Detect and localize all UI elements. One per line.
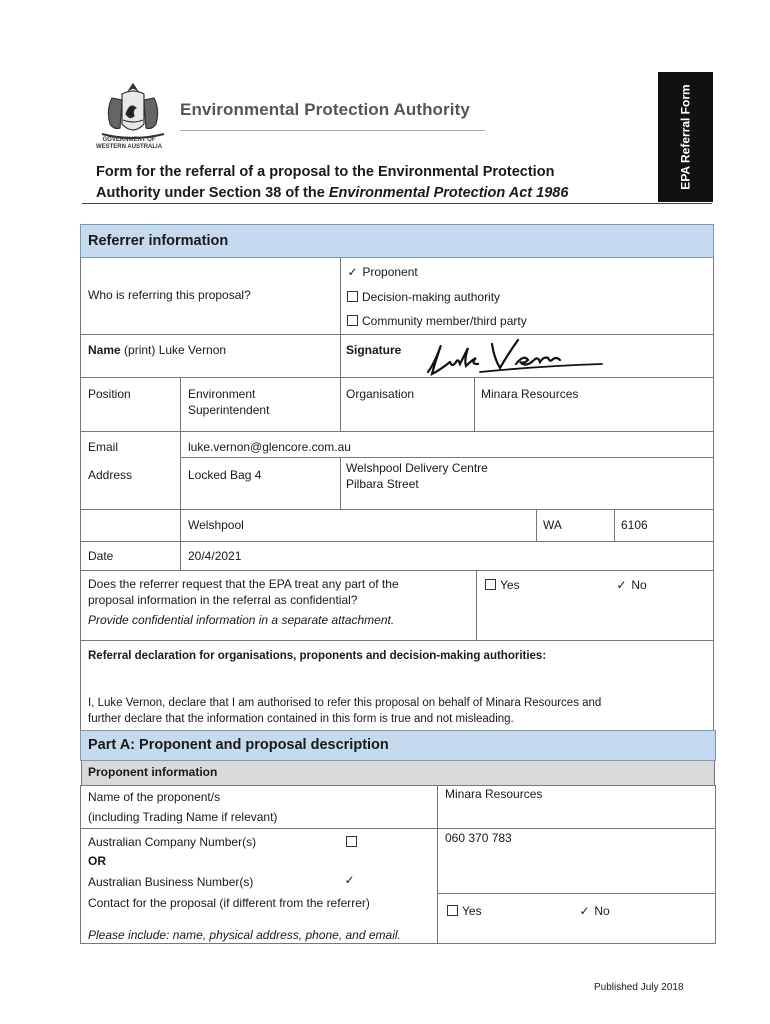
col-divider — [476, 570, 477, 640]
sidebar-label-text: EPA Referral Form — [678, 84, 693, 190]
checkmark-icon: ✓ — [579, 904, 590, 918]
option-decision-making-authority[interactable] — [347, 289, 500, 306]
checkbox-empty-icon — [347, 315, 358, 326]
confidential-question-line1: Does the referrer request that the EPA treat any part of the — [88, 577, 399, 591]
col-divider — [536, 509, 537, 541]
col-divider — [340, 258, 341, 378]
table-border-bottom — [80, 943, 716, 944]
row-divider — [80, 334, 714, 335]
table-border-left — [80, 258, 81, 730]
referrer-section-title: Referrer information — [88, 233, 229, 249]
position-value-line1: Environment — [188, 387, 256, 401]
row-divider — [80, 640, 714, 641]
form-title-line1: Form for the referral of a proposal to the Environmental Protection — [96, 164, 555, 180]
agency-divider — [180, 130, 485, 131]
state-value: WA — [543, 518, 562, 532]
abn-checkbox[interactable] — [343, 872, 356, 889]
row-divider — [437, 893, 716, 894]
agency-name: Environmental Protection Authority — [180, 100, 470, 119]
title-divider — [82, 203, 712, 204]
row-divider — [80, 570, 714, 571]
position-value-line2: Superintendent — [188, 403, 270, 417]
table-border-right — [713, 258, 714, 730]
checkbox-empty-icon — [347, 291, 358, 302]
option-community-member[interactable] — [347, 313, 527, 330]
checkbox-empty-icon — [346, 836, 357, 847]
option-label: Yes — [462, 904, 482, 918]
acn-label: Australian Company Number(s) — [88, 835, 257, 849]
email-label: Email — [88, 440, 119, 454]
confidential-question-line2: proposal information in the referral as confidential? — [88, 593, 358, 607]
name-value: (print) Luke Vernon — [120, 343, 227, 357]
col-divider — [474, 377, 475, 431]
proponent-subsection-title: Proponent information — [88, 765, 218, 779]
name-field — [88, 342, 226, 359]
contact-yes-option[interactable] — [447, 903, 482, 920]
who-question: Who is referring this proposal? — [88, 288, 251, 302]
declaration-heading: Referral declaration for organisations, proponents and decision-making authorities: — [88, 650, 547, 662]
date-value: 20/4/2021 — [188, 549, 242, 563]
option-label: No — [594, 904, 610, 918]
proponent-name-label-line1: Name of the proponent/s — [88, 790, 221, 804]
suburb-value: Welshpool — [188, 518, 244, 532]
form-title-act: Environmental Protection Act 1986 — [328, 185, 569, 201]
government-label — [94, 137, 164, 151]
proponent-name-value: Minara Resources — [445, 787, 543, 801]
address-label: Address — [88, 468, 133, 482]
row-divider — [80, 828, 716, 829]
option-label: Yes — [500, 578, 520, 592]
checkbox-empty-icon — [447, 905, 458, 916]
col-divider — [180, 431, 181, 571]
address-value3: Pilbara Street — [346, 477, 419, 491]
contact-note: Please include: name, physical address, phone, and email. — [88, 928, 401, 942]
gov-label-line1: GOVERNMENT OF — [102, 137, 156, 143]
postcode-value: 6106 — [621, 518, 648, 532]
confidential-no-option[interactable] — [615, 577, 647, 594]
row-divider — [80, 785, 716, 786]
option-label: Decision-making authority — [362, 290, 501, 304]
option-proponent[interactable] — [346, 264, 418, 281]
row-divider — [80, 541, 714, 542]
signature-label: Signature — [346, 343, 402, 357]
form-title-prefix: Authority under Section 38 of the — [96, 185, 329, 201]
contact-no-option[interactable] — [578, 903, 610, 920]
checkmark-icon: ✓ — [344, 873, 355, 887]
published-date: Published July 2018 — [594, 982, 684, 993]
form-title-line2 — [96, 183, 641, 204]
sidebar-label — [658, 72, 713, 202]
option-label: Proponent — [362, 265, 418, 279]
gov-label-line2: WESTERN AUSTRALIA — [95, 144, 163, 150]
checkmark-icon: ✓ — [347, 265, 358, 279]
checkbox-empty-icon — [485, 579, 496, 590]
confidential-note: Provide confidential information in a separate attachment. — [88, 613, 395, 627]
company-number-value: 060 370 783 — [445, 831, 512, 845]
row-divider — [80, 509, 714, 510]
organisation-label: Organisation — [346, 387, 415, 401]
col-divider — [180, 377, 181, 431]
row-divider — [80, 431, 714, 432]
part-a-section-title: Part A: Proponent and proposal description — [88, 737, 389, 753]
option-label: No — [631, 578, 647, 592]
date-label: Date — [88, 549, 114, 563]
email-value: luke.vernon@glencore.com.au — [188, 440, 351, 454]
organisation-value: Minara Resources — [481, 387, 579, 401]
row-divider — [80, 377, 714, 378]
declaration-line1: I, Luke Vernon, declare that I am authorised to refer this proposal on behalf of Minara Resources and — [88, 697, 602, 709]
address-value1: Locked Bag 4 — [188, 468, 262, 482]
position-label: Position — [88, 387, 131, 401]
form-title — [96, 162, 641, 204]
col-divider — [614, 509, 615, 541]
table-border-left — [80, 785, 81, 943]
acn-checkbox[interactable] — [346, 834, 361, 851]
abn-label: Australian Business Number(s) — [88, 875, 254, 889]
proponent-name-label-line2: (including Trading Name if relevant) — [88, 810, 278, 824]
confidential-yes-option[interactable] — [485, 577, 520, 594]
signature-image — [420, 334, 610, 380]
name-label: Name — [88, 343, 121, 357]
col-divider — [437, 785, 438, 943]
col-divider — [340, 457, 341, 509]
or-label: OR — [88, 854, 106, 868]
contact-label: Contact for the proposal (if different from the referrer) — [88, 896, 370, 910]
option-label: Community member/third party — [362, 314, 527, 328]
address-value2: Welshpool Delivery Centre — [346, 461, 488, 475]
col-divider — [340, 377, 341, 431]
row-divider — [180, 457, 714, 458]
table-border-right — [715, 785, 716, 943]
checkmark-icon: ✓ — [616, 578, 627, 592]
declaration-line2: further declare that the information contained in this form is true and not misleading. — [88, 713, 514, 725]
